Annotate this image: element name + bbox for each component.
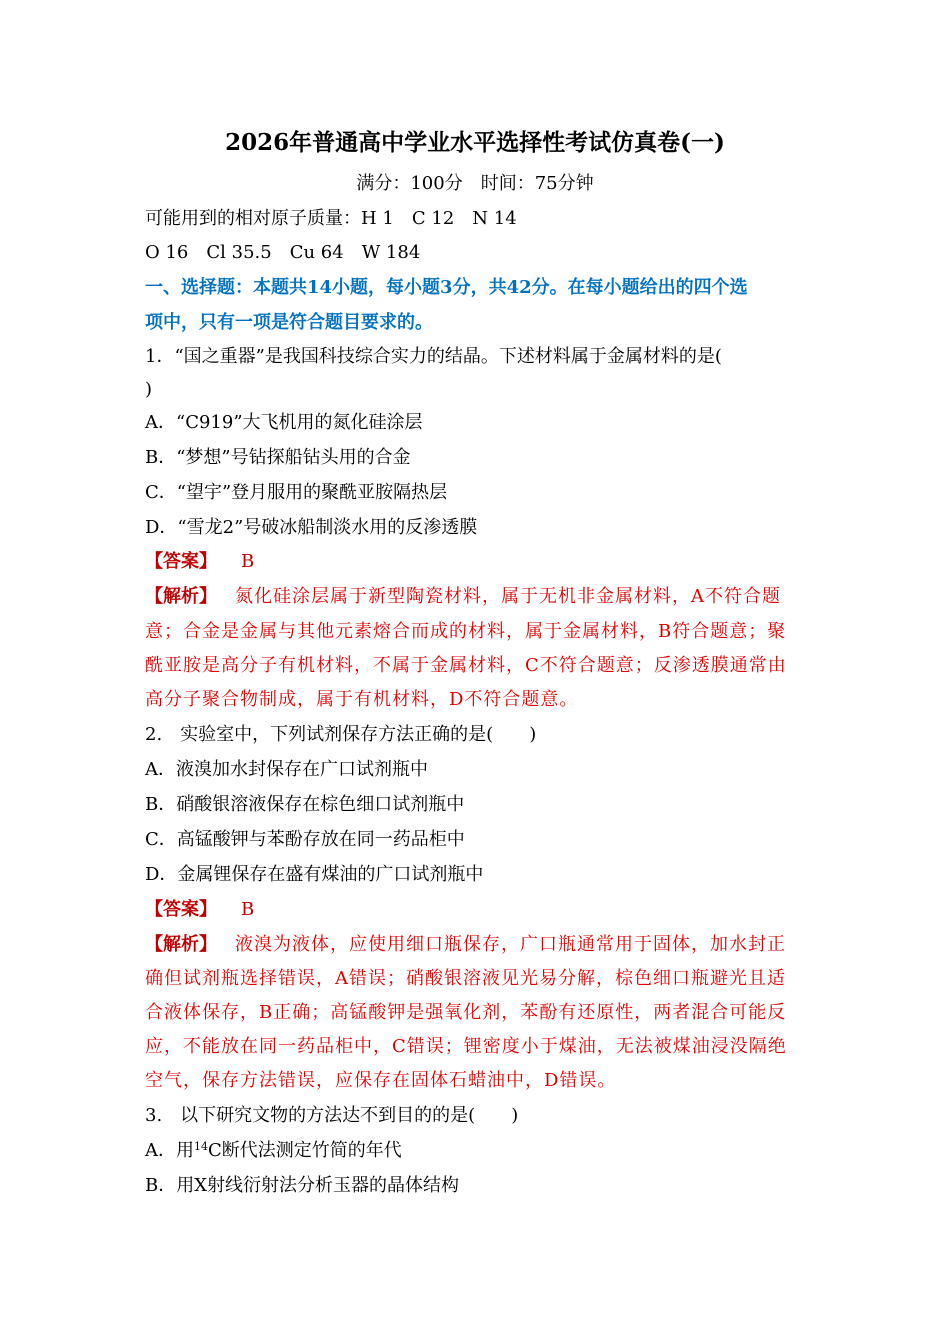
q3-option-a: [145, 1139, 807, 1163]
answer-label: 【答案】: [145, 899, 217, 920]
isotope-superscript: 14: [194, 1140, 208, 1153]
explain-text: 氮化硅涂层属于新型陶瓷材料，属于无机非金属材料，A不符合题: [235, 586, 781, 607]
q1-explain-line-3: 酰亚胺是高分子有机材料，不属于金属材料，C不符合题意；反渗透膜通常由: [145, 655, 787, 676]
q3-stem: 3. 以下研究文物的方法达不到目的的是( ): [145, 1105, 519, 1126]
section-heading-line-2: 项中，只有一项是符合题目要求的。: [145, 312, 433, 333]
q1-stem-line-2: ): [145, 379, 153, 400]
q1-answer: [145, 550, 807, 574]
explain-label: 【解析】: [145, 934, 217, 955]
q2-explain-line-3: 合液体保存，B正确；高锰酸钾是强氧化剂，苯酚有还原性，两者混合可能反: [145, 1002, 787, 1023]
option-prefix: A．用: [145, 1140, 194, 1161]
q3-option-b: B．用X射线衍射法分析玉器的晶体结构: [145, 1175, 460, 1196]
q1-option-b: B．“梦想”号钻探船钻头用的合金: [145, 447, 411, 468]
q1-explain-line-1: [145, 585, 807, 609]
answer-value: B: [241, 551, 255, 572]
explain-text: 液溴为液体，应使用细口瓶保存，广口瓶通常用于固体，加水封正: [235, 934, 786, 955]
q2-answer: [145, 898, 807, 922]
exam-info: 满分：100分 时间：75分钟: [356, 173, 594, 194]
q1-option-a: A．“C919”大飞机用的氮化硅涂层: [145, 412, 423, 433]
q1-explain-line-2: 意；合金是金属与其他元素熔合而成的材料，属于金属材料，B符合题意；聚: [145, 621, 787, 642]
q1-explain-line-4: 高分子聚合物制成，属于有机材料，D不符合题意。: [145, 689, 579, 710]
answer-label: 【答案】: [145, 551, 217, 572]
option-text: C断代法测定竹简的年代: [208, 1140, 402, 1161]
q2-option-c: C．高锰酸钾与苯酚存放在同一药品柜中: [145, 829, 465, 850]
q2-option-b: B．硝酸银溶液保存在棕色细口试剂瓶中: [145, 794, 465, 815]
section-heading-line-1: 一、选择题：本题共14小题，每小题3分，共42分。在每小题给出的四个选: [145, 277, 748, 298]
q2-explain-line-2: 确但试剂瓶选择错误，A错误；硝酸银溶液见光易分解，棕色细口瓶避光且适: [145, 968, 786, 989]
q2-explain-line-5: 空气，保存方法错误，应保存在固体石蜡油中，D错误。: [145, 1070, 617, 1091]
q2-stem: 2. 实验室中，下列试剂保存方法正确的是( ): [145, 724, 537, 745]
q1-stem-line-1: 1．“国之重器”是我国科技综合实力的结晶。下述材料属于金属材料的是(: [145, 346, 722, 367]
atomic-mass-line-2: O 16 Cl 35.5 Cu 64 W 184: [145, 242, 421, 263]
q1-option-c: C．“望宇”登月服用的聚酰亚胺隔热层: [145, 482, 448, 503]
answer-value: B: [241, 899, 255, 920]
q2-option-a: A．液溴加水封保存在广口试剂瓶中: [145, 759, 428, 780]
atomic-mass-line-1: 可能用到的相对原子质量：H 1 C 12 N 14: [145, 208, 517, 229]
q1-option-d: D．“雪龙2”号破冰船制淡水用的反渗透膜: [145, 517, 478, 538]
q2-option-d: D．金属锂保存在盛有煤油的广口试剂瓶中: [145, 864, 484, 885]
q2-explain-line-4: 应，不能放在同一药品柜中，C错误；锂密度小于煤油，无法被煤油浸没隔绝: [145, 1036, 787, 1057]
explain-label: 【解析】: [145, 586, 217, 607]
page-title: 2026年普通高中学业水平选择性考试仿真卷(一): [225, 129, 725, 156]
q2-explain-line-1: [145, 933, 807, 957]
